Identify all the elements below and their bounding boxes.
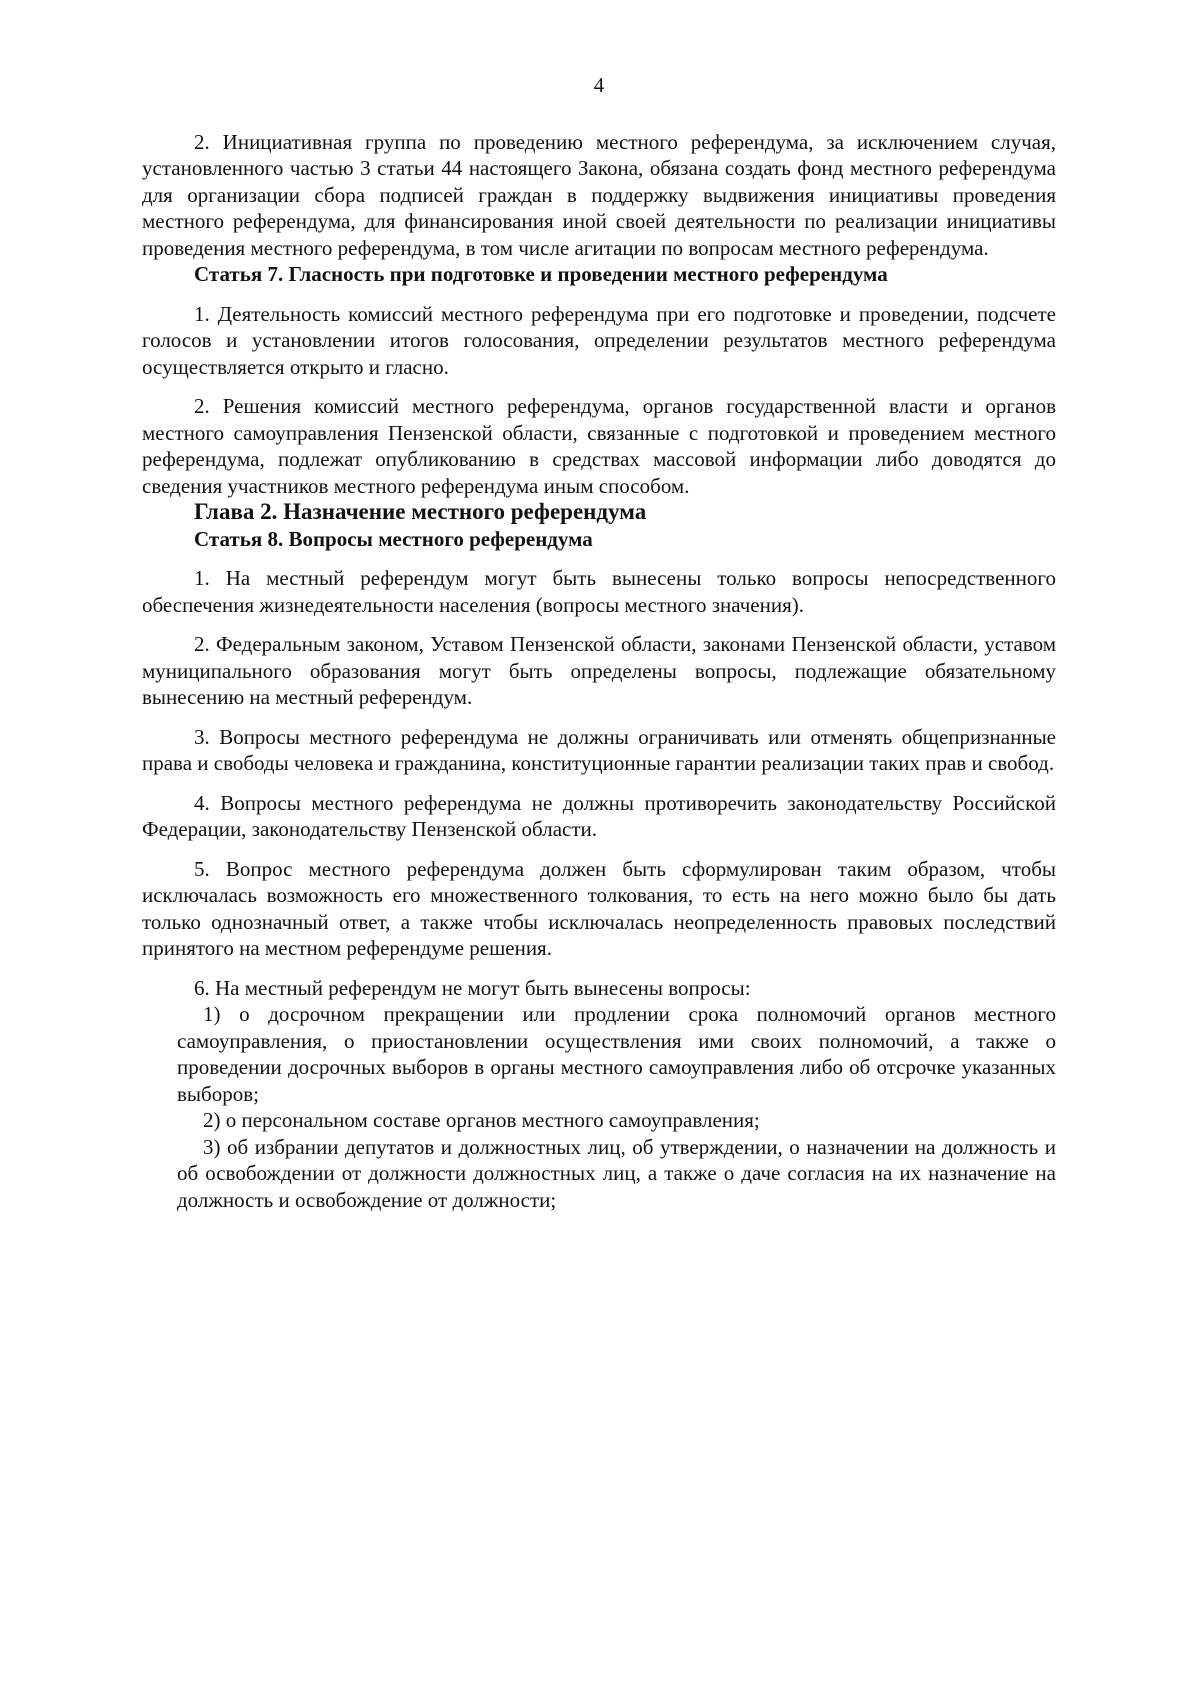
article-8-sub-item-2: 2) о персональном составе органов местного самоуправления; bbox=[203, 1108, 760, 1132]
chapter-2-title: Назначение местного референдума bbox=[283, 499, 647, 524]
article-7-paragraph-1: 1. Деятельность комиссий местного референдума при его подготовке и проведении, подсчете голосов и установлении итогов голосования, определении результатов местного референдума осуществляется открыто и гласно. bbox=[142, 301, 1056, 379]
page-number: 4 bbox=[593, 73, 605, 97]
article-8-paragraph-1: 1. На местный референдум могут быть вынесены только вопросы непосредственного обеспечения жизнедеятельности населения (вопросы местного значения). bbox=[142, 566, 1056, 617]
chapter-2-heading bbox=[142, 499, 1056, 526]
article-7-paragraph-2: 2. Решения комиссий местного референдума, органов государственной власти и органов местного самоуправления Пензенской области, связанные с подготовкой и проведением местного референдума, подлежат опубликованию в средствах массовой информации либо доводятся до сведения участников местного референдума иным способом. bbox=[142, 394, 1056, 498]
chapter-2-label: Глава 2. bbox=[194, 499, 278, 524]
article-8-paragraph-3: 3. Вопросы местного референдума не должны ограничивать или отменять общепризнанные права и свободы человека и гражданина, конституционные гарантии реализации таких прав и свобод. bbox=[142, 724, 1056, 775]
article-8-title: Статья 8. Вопросы местного референдума bbox=[194, 526, 593, 551]
article-8-paragraph-5: 5. Вопрос местного референдума должен быть сформулирован таким образом, чтобы исключалась возможность его множественного толкования, то есть на него можно было бы дать только однозначный ответ, а также чтобы исключалась неопределенность правовых последствий принятого на местном референдуме решения. bbox=[142, 856, 1056, 960]
document-page bbox=[142, 72, 1056, 1213]
article-8-sub-item-3: 3) об избрании депутатов и должностных лиц, об утверждении, о назначении на должность и об освобождении от должности должностных лиц, а также о даче согласия на их назначение на должность и освобождение от должности; bbox=[177, 1134, 1056, 1212]
article-7-title: Статья 7. Гласность при подготовке и проведении местного референдума bbox=[194, 262, 888, 286]
article-8-paragraph-4: 4. Вопросы местного референдума не должны противоречить законодательству Российской Федерации, законодательству Пензенской области. bbox=[142, 790, 1056, 841]
paragraph-fund-initiative-group: 2. Инициативная группа по проведению местного референдума, за исключением случая, установленного частью 3 статьи 44 настоящего Закона, обязана создать фонд местного референдума для организации сбора подписей граждан в поддержку выдвижения инициативы проведения местного референдума, для финансирования иной своей деятельности по реализации инициативы проведения местного референдума, в том числе агитации по вопросам местного референдума. bbox=[142, 129, 1056, 260]
article-8-paragraph-6: 6. На местный референдум не могут быть вынесены вопросы: bbox=[194, 975, 751, 1000]
article-8-paragraph-2: 2. Федеральным законом, Уставом Пензенской области, законами Пензенской области, уставом муниципального образования могут быть определены вопросы, подлежащие обязательному вынесению на местный референдум. bbox=[142, 632, 1056, 709]
article-8-sub-item-1: 1) о досрочном прекращении или продлении срока полномочий органов местного самоуправления, о приостановлении осуществления ими своих полномочий, а также о проведении досрочных выборов в органы местного самоуправления либо об отсрочке указанных выборов; bbox=[177, 1002, 1056, 1106]
